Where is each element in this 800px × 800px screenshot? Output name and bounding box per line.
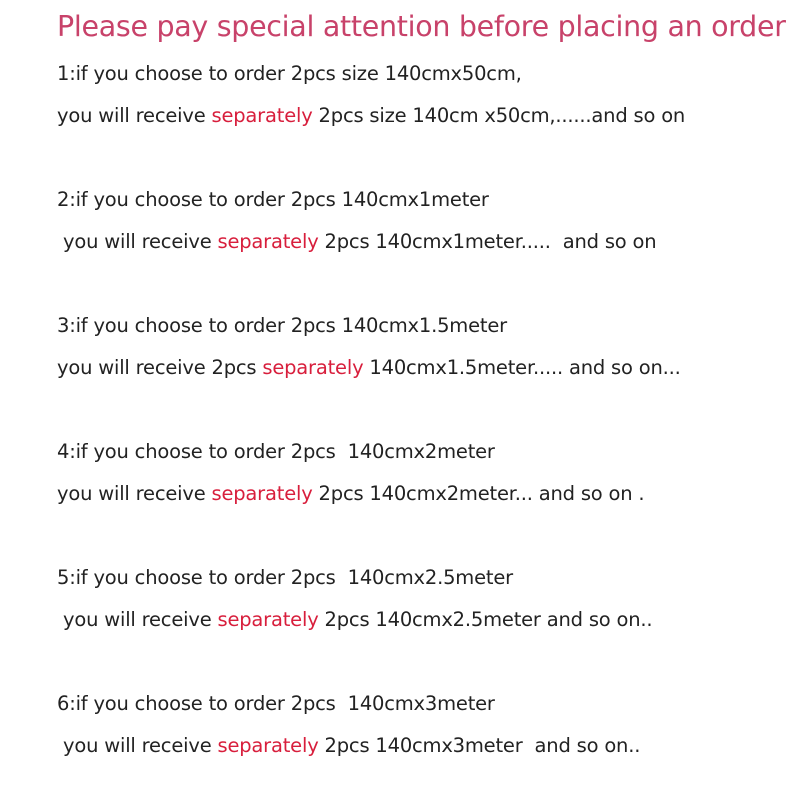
note-6-line-1: 6:if you choose to order 2pcs 140cmx3meter	[57, 692, 495, 715]
note-3-highlight: separately	[262, 356, 364, 379]
note-1-line-2	[57, 106, 685, 126]
note-6-text-before: you will receive	[57, 734, 218, 757]
note-1-highlight: separately	[211, 104, 313, 127]
note-3-text-before: you will receive 2pcs	[57, 356, 263, 379]
note-5-text-after: 2pcs 140cmx2.5meter and so on..	[318, 608, 653, 631]
note-2-text-before: you will receive	[57, 230, 218, 253]
note-3-line-2	[57, 358, 681, 378]
note-1-text-before: you will receive	[57, 104, 212, 127]
note-5-line-2	[57, 610, 652, 630]
note-4-text-before: you will receive	[57, 482, 212, 505]
note-6-highlight: separately	[217, 734, 319, 757]
note-2-highlight: separately	[217, 230, 319, 253]
note-3-line-1: 3:if you choose to order 2pcs 140cmx1.5meter	[57, 314, 507, 337]
note-4-text-after: 2pcs 140cmx2meter... and so on .	[312, 482, 645, 505]
note-5-line-1: 5:if you choose to order 2pcs 140cmx2.5meter	[57, 566, 513, 589]
note-1-text-after: 2pcs size 140cm x50cm,......and so on	[312, 104, 686, 127]
note-4-line-1: 4:if you choose to order 2pcs 140cmx2meter	[57, 440, 495, 463]
note-6-line-2	[57, 736, 640, 756]
notice-title: Please pay special attention before placing an order	[57, 10, 786, 43]
note-2-line-2	[57, 232, 656, 252]
note-1-line-1: 1:if you choose to order 2pcs size 140cmx50cm,	[57, 62, 522, 85]
note-2-text-after: 2pcs 140cmx1meter..... and so on	[318, 230, 657, 253]
note-4-line-2	[57, 484, 644, 504]
note-2-line-1: 2:if you choose to order 2pcs 140cmx1meter	[57, 188, 489, 211]
note-3-text-after: 140cmx1.5meter..... and so on...	[363, 356, 681, 379]
note-6-text-after: 2pcs 140cmx3meter and so on..	[318, 734, 641, 757]
note-5-text-before: you will receive	[57, 608, 218, 631]
note-5-highlight: separately	[217, 608, 319, 631]
note-4-highlight: separately	[211, 482, 313, 505]
